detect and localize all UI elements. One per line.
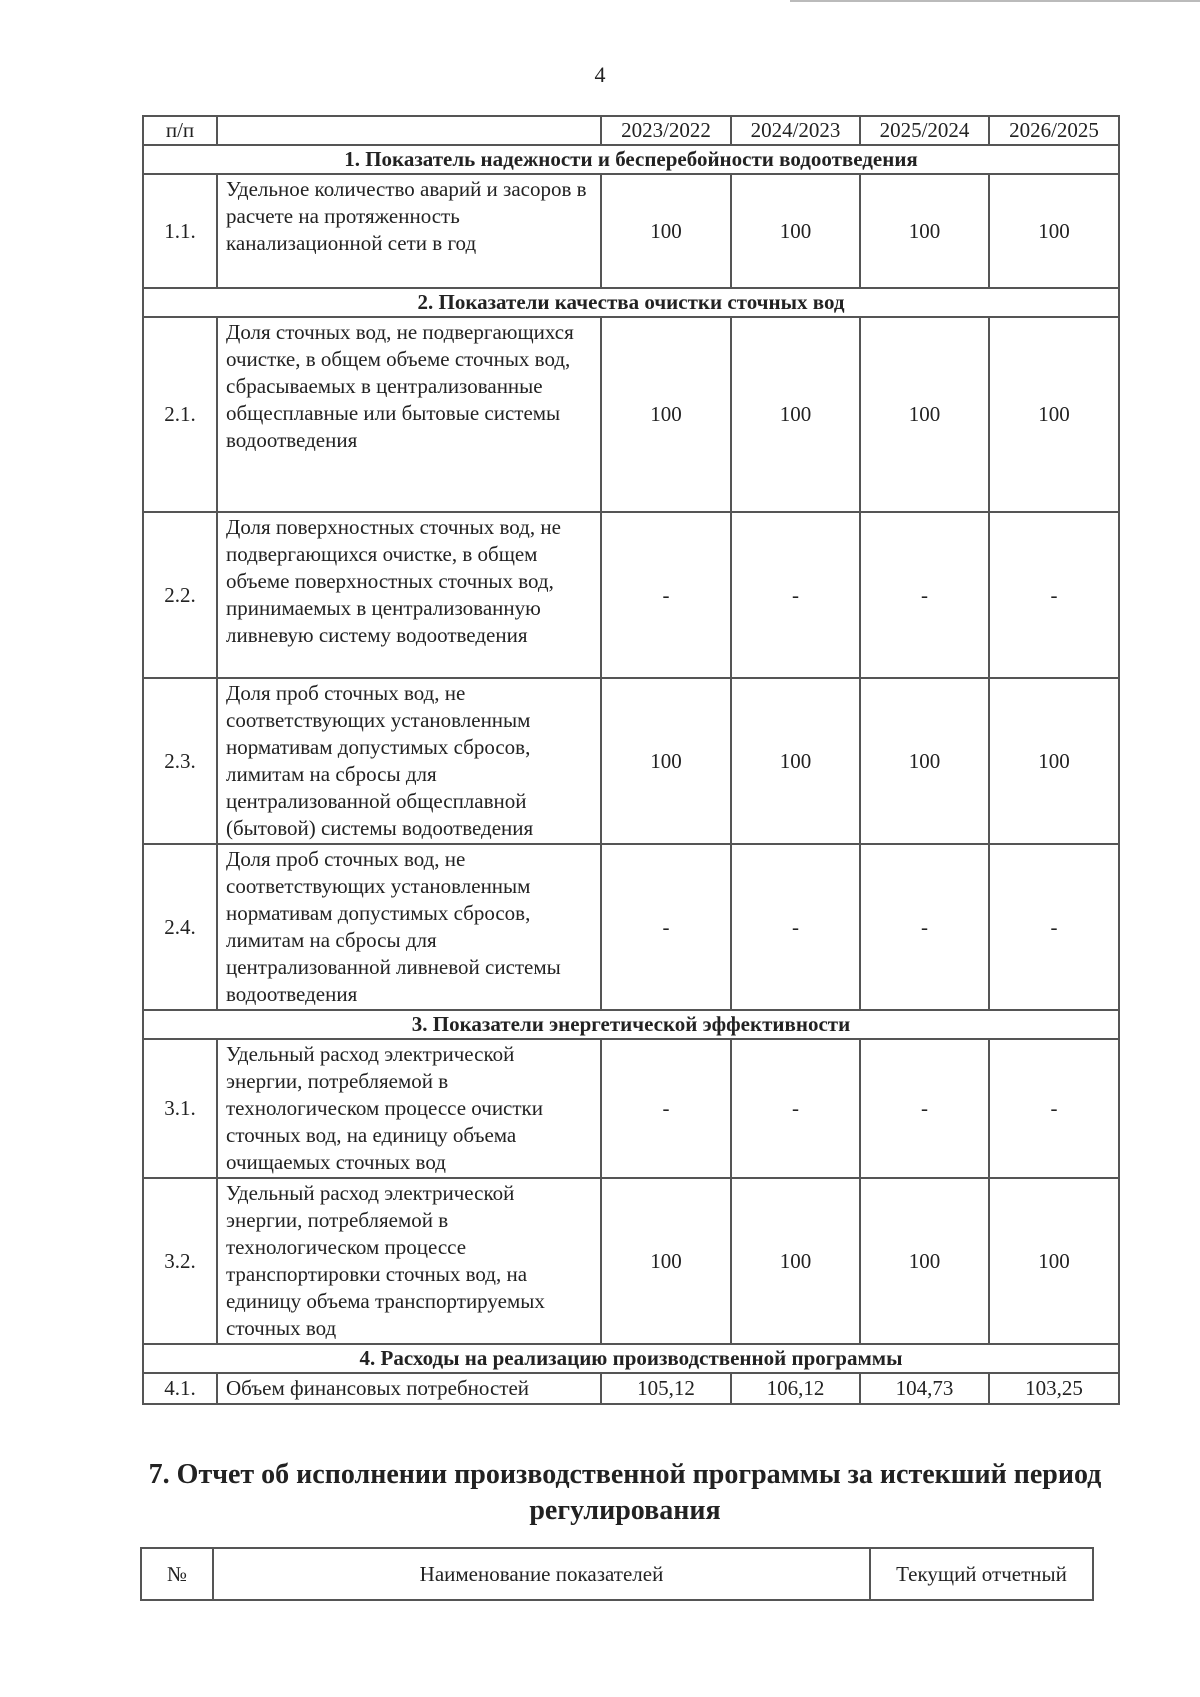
section-title: 1. Показатель надежности и бесперебойности водоотведения <box>143 145 1119 174</box>
header-name <box>217 116 601 145</box>
row-value: 100 <box>601 317 731 512</box>
row-value: 100 <box>860 1178 989 1344</box>
row-value: - <box>731 1039 860 1178</box>
row-number: 3.2. <box>143 1178 217 1344</box>
section-title: 3. Показатели энергетической эффективности <box>143 1010 1119 1039</box>
table-row <box>143 1373 1119 1404</box>
table-row <box>143 512 1119 678</box>
row-value: - <box>601 844 731 1010</box>
header-year: 2026/2025 <box>989 116 1119 145</box>
report-section-title: 7. Отчет об исполнении производственной программы за истекший период регулирования <box>148 1459 1102 1526</box>
report-header-num: № <box>141 1548 213 1600</box>
row-value: 100 <box>989 1178 1119 1344</box>
table-row <box>143 1178 1119 1344</box>
row-value: 100 <box>731 174 860 288</box>
row-value: - <box>989 512 1119 678</box>
header-year: 2024/2023 <box>731 116 860 145</box>
table-row <box>143 1039 1119 1178</box>
row-value: 100 <box>731 1178 860 1344</box>
row-number: 1.1. <box>143 174 217 288</box>
row-description: Доля сточных вод, не подвергающихся очистке, в общем объеме сточных вод, сбрасываемых в централизованные общесплавные или бытовые системы водоотведения <box>217 317 601 512</box>
row-description: Доля проб сточных вод, не соответствующих установленным нормативам допустимых сбросов, лимитам на сбросы для централизованной общесплавной (бытовой) системы водоотведения <box>217 678 601 844</box>
row-description: Объем финансовых потребностей <box>217 1373 601 1404</box>
row-value: 104,73 <box>860 1373 989 1404</box>
row-value: - <box>601 1039 731 1178</box>
report-header-current: Текущий отчетный <box>870 1548 1093 1600</box>
row-number: 2.1. <box>143 317 217 512</box>
row-value: - <box>601 512 731 678</box>
row-value: - <box>989 1039 1119 1178</box>
row-value: 100 <box>989 174 1119 288</box>
header-num: п/п <box>143 116 217 145</box>
row-value: 103,25 <box>989 1373 1119 1404</box>
row-description: Доля проб сточных вод, не соответствующих установленным нормативам допустимых сбросов, лимитам на сбросы для централизованной ливневой системы водоотведения <box>217 844 601 1010</box>
row-number: 2.3. <box>143 678 217 844</box>
table-row <box>143 174 1119 288</box>
section-title: 2. Показатели качества очистки сточных вод <box>143 288 1119 317</box>
indicators-table <box>142 115 1120 1405</box>
section-row <box>143 145 1119 174</box>
table-row <box>143 317 1119 512</box>
row-value: 100 <box>860 174 989 288</box>
table-header-row <box>143 116 1119 145</box>
row-description: Удельный расход электрической энергии, потребляемой в технологическом процессе очистки сточных вод, на единицу объема очищаемых сточных вод <box>217 1039 601 1178</box>
row-value: 100 <box>989 678 1119 844</box>
report-header-row <box>141 1548 1093 1600</box>
top-edge-line <box>790 0 1200 2</box>
row-value: 100 <box>989 317 1119 512</box>
row-value: 106,12 <box>731 1373 860 1404</box>
row-value: 100 <box>860 317 989 512</box>
section-row <box>143 1010 1119 1039</box>
report-header-name: Наименование показателей <box>213 1548 870 1600</box>
row-value: 100 <box>601 174 731 288</box>
row-value: - <box>860 512 989 678</box>
row-value: - <box>731 512 860 678</box>
section-row <box>143 288 1119 317</box>
header-year: 2023/2022 <box>601 116 731 145</box>
row-value: - <box>989 844 1119 1010</box>
row-value: 105,12 <box>601 1373 731 1404</box>
row-description: Доля поверхностных сточных вод, не подвергающихся очистке, в общем объеме поверхностных сточных вод, принимаемых в централизованную ливневую систему водоотведения <box>217 512 601 678</box>
row-description: Удельный расход электрической энергии, потребляемой в технологическом процессе транспортировки сточных вод, на единицу объема транспортируемых сточных вод <box>217 1178 601 1344</box>
report-table <box>140 1547 1094 1601</box>
row-value: 100 <box>860 678 989 844</box>
row-number: 2.4. <box>143 844 217 1010</box>
row-value: 100 <box>601 1178 731 1344</box>
table-row <box>143 678 1119 844</box>
section-title: 4. Расходы на реализацию производственной программы <box>143 1344 1119 1373</box>
page-number: 4 <box>594 62 606 87</box>
row-value: - <box>860 844 989 1010</box>
section-row <box>143 1344 1119 1373</box>
row-number: 3.1. <box>143 1039 217 1178</box>
row-value: - <box>860 1039 989 1178</box>
header-year: 2025/2024 <box>860 116 989 145</box>
row-value: 100 <box>731 678 860 844</box>
table-row <box>143 844 1119 1010</box>
row-value: 100 <box>731 317 860 512</box>
row-value: 100 <box>601 678 731 844</box>
row-description: Удельное количество аварий и засоров в расчете на протяженность канализационной сети в год <box>217 174 601 288</box>
row-number: 4.1. <box>143 1373 217 1404</box>
row-number: 2.2. <box>143 512 217 678</box>
row-value: - <box>731 844 860 1010</box>
